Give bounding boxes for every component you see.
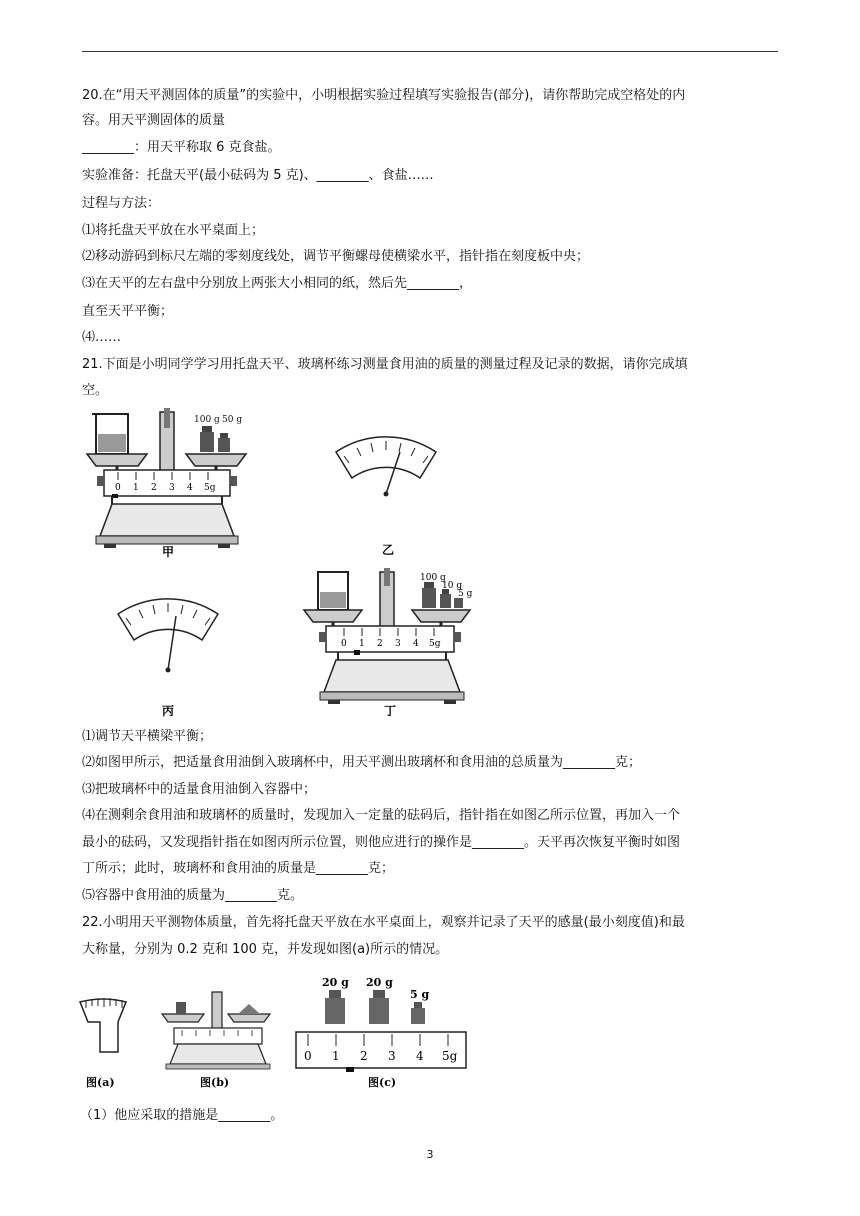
ding-tick-1: 1: [359, 639, 365, 649]
c-weight-5g: 5 g: [410, 988, 430, 1001]
c-tick-2: 2: [360, 1049, 368, 1063]
fig-label-yi: 乙: [382, 543, 395, 557]
c-tick-3: 3: [388, 1049, 396, 1063]
q21-line-1: 21.下面是小明同学学习用托盘天平、玻璃杯练习测量食用油的质量的测量过程及记录的数据，请你完成填: [82, 357, 688, 372]
jia-tick-5: 5g: [204, 483, 216, 493]
q20-line-10: ⑷……: [82, 330, 122, 345]
q21-line-4: ⑵如图甲所示，把适量食用油倒入玻璃杯中，用天平测出玻璃杯和食用油的总质量为________克；: [82, 755, 642, 770]
q21-line-6: ⑷在测剩余食用油和玻璃杯的质量时，发现加入一定量的砝码后，指针指在如图乙所示位置，再加入一个: [82, 808, 681, 823]
header-rule: [82, 51, 778, 52]
ding-tick-5: 5g: [429, 639, 441, 649]
q20-line-4: 实验准备：托盘天平(最小砝码为 5 克)、________、食盐……: [82, 168, 434, 183]
q21-line-3: ⑴调节天平横梁平衡；: [82, 729, 213, 744]
q20-line-2: 容。用天平测固体的质量: [82, 113, 226, 128]
jia-tick-2: 2: [151, 483, 157, 493]
q21-line-7: 最小的砝码，又发现指针指在如图丙所示位置，则他应进行的操作是________。天平再次恢复平衡时如图: [82, 835, 681, 850]
page-number: 3: [426, 1148, 434, 1161]
q22-line-2: 大称量，分别为 0.2 克和 100 克，并发现如图(a)所示的情况。: [82, 942, 449, 957]
q21-line-5: ⑶把玻璃杯中的适量食用油倒入容器中；: [82, 782, 317, 797]
fig-label-c: 图(c): [368, 1076, 397, 1089]
fig-label-jia: 甲: [162, 545, 175, 559]
jia-tick-1: 1: [133, 483, 139, 493]
q22-line-1: 22.小明用天平测物体质量，首先将托盘天平放在水平桌面上，观察并记录了天平的感量(最小刻度值)和最: [82, 915, 685, 930]
ding-tick-0: 0: [341, 639, 347, 649]
q20-line-1: 20.在“用天平测固体的质量”的实验中，小明根据实验过程填写实验报告(部分)，请你帮助完成空格处的内: [82, 88, 686, 103]
dial-bing: [118, 599, 218, 718]
fig-label-ding: 丁: [384, 704, 397, 718]
jia-tick-0: 0: [115, 483, 121, 493]
ding-weight-5g: 5 g: [458, 589, 473, 599]
c-tick-1: 1: [332, 1049, 340, 1063]
jia-weight-100g: 100 g: [194, 415, 220, 425]
balance-b: [162, 992, 270, 1089]
jia-tick-3: 3: [169, 483, 175, 493]
q21-line-2: 空。: [82, 383, 109, 398]
q22-figure: [78, 970, 468, 1092]
ding-weight-100g: 100 g: [420, 573, 446, 583]
q21-balance-diagrams: [82, 408, 478, 718]
c-tick-4: 4: [416, 1049, 424, 1063]
ding-weight-10g: 10 g: [442, 581, 463, 591]
c-weight-20g-2: 20 g: [366, 976, 393, 989]
q20-line-3: ________：用天平称取 6 克食盐。: [82, 140, 281, 155]
q20-line-7: ⑵移动游码到标尺左端的零刻度线处，调节平衡螺母使横梁水平，指针指在刻度板中央；: [82, 249, 590, 264]
q20-line-9: 直至天平平衡；: [82, 304, 174, 319]
q22-line-3: （1）他应采取的措施是________。: [80, 1108, 284, 1123]
c-tick-5: 5g: [442, 1049, 458, 1063]
q20-line-6: ⑴将托盘天平放在水平桌面上；: [82, 223, 265, 238]
q21-figure: [82, 408, 478, 718]
dial-a: [80, 998, 126, 1089]
fig-label-a: 图(a): [86, 1076, 115, 1089]
jia-tick-4: 4: [187, 483, 193, 493]
q20-line-5: 过程与方法：: [82, 196, 161, 211]
balance-jia: [87, 408, 246, 559]
balance-ding: [304, 568, 473, 718]
jia-weight-50g: 50 g: [222, 415, 243, 425]
q20-line-8: ⑶在天平的左右盘中分别放上两张大小相同的纸，然后先________，: [82, 276, 473, 291]
c-weight-20g-1: 20 g: [322, 976, 349, 989]
dial-yi: [336, 437, 436, 557]
q21-line-9: ⑸容器中食用油的质量为________克。: [82, 888, 304, 903]
fig-label-bing: 丙: [162, 704, 175, 718]
c-tick-0: 0: [304, 1049, 312, 1063]
scale-c: [296, 976, 466, 1089]
ding-tick-4: 4: [413, 639, 419, 649]
q22-diagrams: [78, 970, 468, 1092]
q21-line-8: 丁所示；此时，玻璃杯和食用油的质量是________克；: [82, 861, 395, 876]
ding-tick-3: 3: [395, 639, 401, 649]
fig-label-b: 图(b): [200, 1076, 230, 1089]
ding-tick-2: 2: [377, 639, 383, 649]
